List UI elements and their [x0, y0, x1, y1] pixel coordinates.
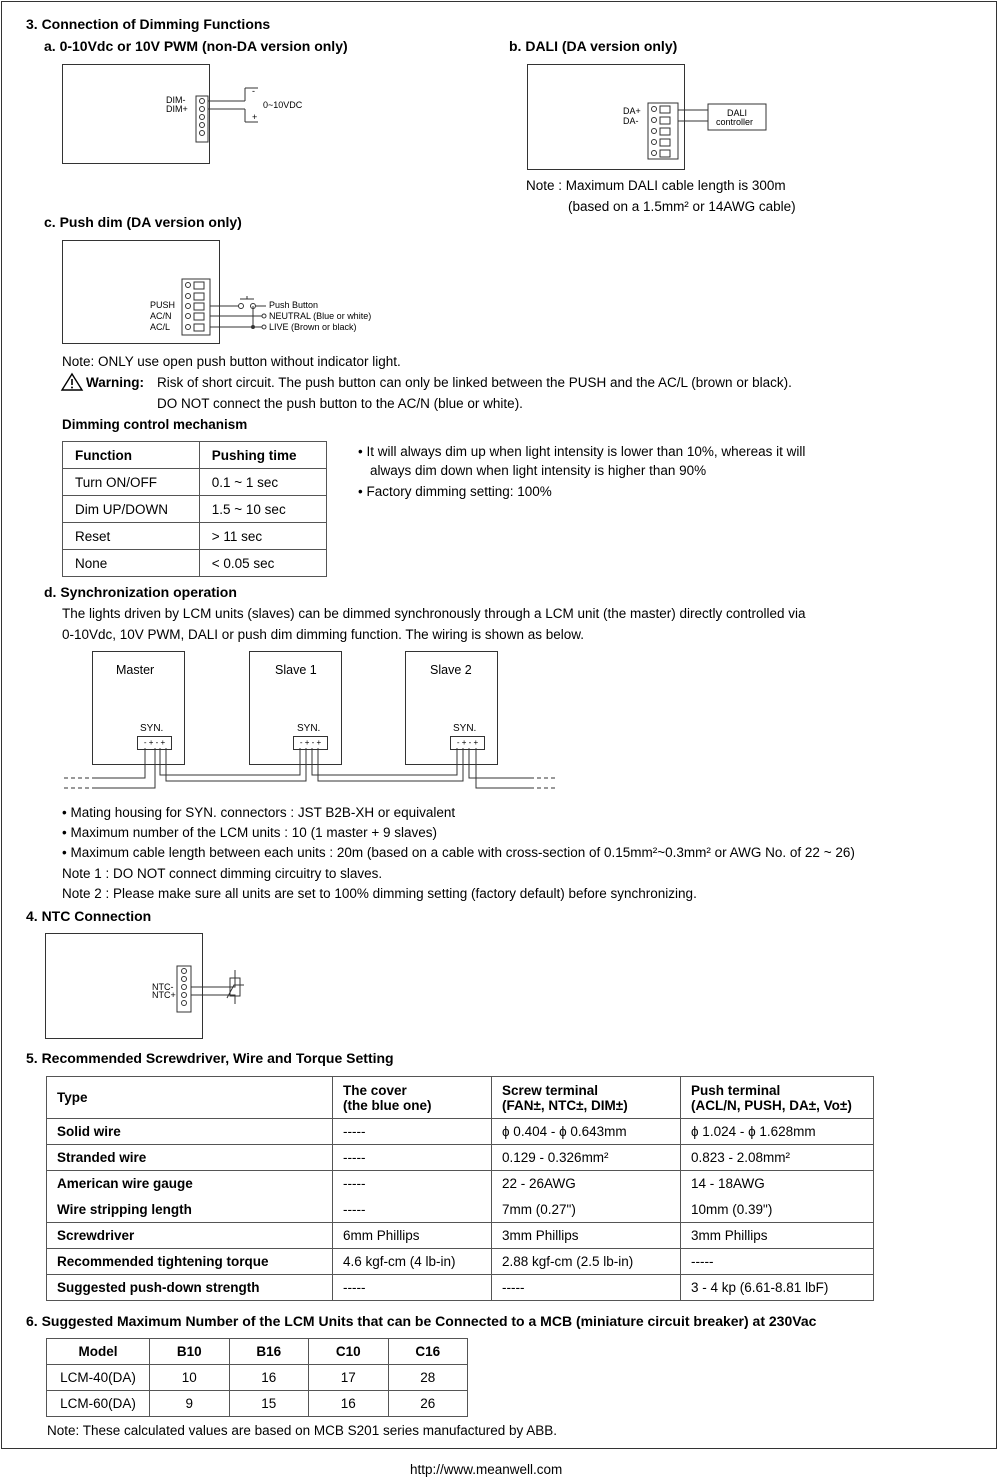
warning-text: Risk of short circuit. The push button can only be linked between the PUSH and the AC/L (brown or black).	[157, 375, 792, 390]
section-6-title: 6. Suggested Maximum Number of the LCM Units that can be Connected to a MCB (miniature circuit breaker) at 230Vac	[26, 1313, 817, 1329]
col-function: Function	[63, 442, 200, 469]
cell: 28	[388, 1365, 468, 1391]
row-header: Recommended tightening torque	[47, 1249, 333, 1275]
warning-text-2: DO NOT connect the push button to the AC/N (blue or white).	[157, 396, 523, 411]
section-3b-title: b. DALI (DA version only)	[509, 38, 678, 54]
syn-label-slave2: SYN.	[453, 723, 477, 734]
cell: -----	[333, 1145, 492, 1171]
cell: 3mm Phillips	[681, 1223, 874, 1249]
voltage-label: 0~10VDC	[263, 100, 303, 110]
dim-minus-label: DIM-	[166, 95, 186, 105]
row-header: Screwdriver	[47, 1223, 333, 1249]
dimming-mechanism-title: Dimming control mechanism	[62, 417, 248, 432]
section-3d-title: d. Synchronization operation	[44, 584, 237, 600]
cell: 0.129 - 0.326mm²	[492, 1145, 681, 1171]
section-5-title: 5. Recommended Screwdriver, Wire and Torque Setting	[26, 1050, 394, 1066]
push-button-label: Push Button	[269, 300, 319, 310]
syn-connector-slave1: - + - +	[293, 736, 328, 750]
cell: < 0.05 sec	[199, 550, 326, 577]
table-row	[47, 1365, 468, 1391]
cell: 22 - 26AWG	[492, 1171, 681, 1197]
row-header: Wire stripping length	[47, 1197, 333, 1223]
table-header-row	[47, 1077, 874, 1119]
cell: 3mm Phillips	[492, 1223, 681, 1249]
cell: 0.823 - 2.08mm²	[681, 1145, 874, 1171]
dimming-bullet-1a: • It will always dim up when light intensity is lower than 10%, whereas it will	[358, 444, 806, 459]
cell: 1.5 ~ 10 sec	[199, 496, 326, 523]
cell: 3 - 4 kp (6.61-8.81 lbF)	[681, 1275, 874, 1301]
cell: 16	[229, 1365, 309, 1391]
col-type: Type	[47, 1077, 333, 1119]
plus-label: +	[252, 112, 258, 122]
cell: 26	[388, 1391, 468, 1417]
cell: -----	[333, 1197, 492, 1223]
live-label: LIVE (Brown or black)	[269, 322, 357, 332]
ntc-minus-label: NTC-	[152, 982, 174, 992]
cell: Turn ON/OFF	[63, 469, 200, 496]
cell: None	[63, 550, 200, 577]
col-c10: C10	[309, 1339, 389, 1365]
cell: 7mm (0.27")	[492, 1197, 681, 1223]
row-header: Suggested push-down strength	[47, 1275, 333, 1301]
sync-note-1: Note 1 : DO NOT connect dimming circuitry to slaves.	[62, 866, 383, 881]
cell: -----	[333, 1171, 492, 1197]
syn-connector-master: - + - +	[137, 736, 172, 750]
warning-label: Warning:	[86, 375, 144, 390]
slave1-label: Slave 1	[275, 663, 317, 677]
cell: -----	[492, 1275, 681, 1301]
cell: > 11 sec	[199, 523, 326, 550]
section-3c-title: c. Push dim (DA version only)	[44, 214, 242, 230]
cell: -----	[333, 1119, 492, 1145]
ntc-plus-label: NTC+	[152, 990, 176, 1000]
cell: 10mm (0.39")	[681, 1197, 874, 1223]
sync-bullet-2: • Maximum number of the LCM units : 10 (1 master + 9 slaves)	[62, 825, 437, 840]
sync-bullet-1: • Mating housing for SYN. connectors : JST B2B-XH or equivalent	[62, 805, 456, 820]
col-c16: C16	[388, 1339, 468, 1365]
dimming-bullet-2: • Factory dimming setting: 100%	[358, 484, 552, 499]
cell: ϕ 1.024 - ϕ 1.628mm	[681, 1119, 874, 1145]
cell: ϕ 0.404 - ϕ 0.643mm	[492, 1119, 681, 1145]
cell: 16	[309, 1391, 389, 1417]
col-push-line2: (ACL/N, PUSH, DA±, Vo±)	[691, 1097, 852, 1113]
row-header: American wire gauge	[47, 1171, 333, 1197]
cell: 9	[150, 1391, 230, 1417]
push-note: Note: ONLY use open push button without indicator light.	[62, 354, 401, 369]
acn-label: AC/N	[150, 311, 172, 321]
table-row	[47, 1391, 468, 1417]
cell: -----	[333, 1275, 492, 1301]
row-header: Stranded wire	[47, 1145, 333, 1171]
table-row	[47, 1171, 874, 1197]
col-model: Model	[47, 1339, 150, 1365]
section-3a-title: a. 0-10Vdc or 10V PWM (non-DA version only)	[44, 38, 348, 54]
slave2-label: Slave 2	[430, 663, 472, 677]
mcb-note: Note: These calculated values are based on MCB S201 series manufactured by ABB.	[47, 1423, 558, 1438]
table-row	[47, 1119, 874, 1145]
da-minus-label: DA-	[623, 116, 639, 126]
cell: LCM-60(DA)	[47, 1391, 150, 1417]
table-header-row	[47, 1339, 468, 1365]
neutral-label: NEUTRAL (Blue or white)	[269, 311, 372, 321]
sync-text-2: 0-10Vdc, 10V PWM, DALI or push dim dimming function. The wiring is shown as below.	[62, 627, 584, 642]
col-pushing-time: Pushing time	[199, 442, 326, 469]
table-row	[47, 1197, 874, 1223]
section-3-title: 3. Connection of Dimming Functions	[26, 16, 271, 32]
sync-text-1: The lights driven by LCM units (slaves) can be dimmed synchronously through a LCM unit (the master) directly controlled via	[62, 606, 806, 621]
master-label: Master	[116, 663, 155, 677]
col-push-line1: Push terminal	[691, 1082, 781, 1098]
dali-note-line1: Note : Maximum DALI cable length is 300m	[526, 178, 786, 193]
table-row	[47, 1145, 874, 1171]
dimming-bullet-1b: always dim down when light intensity is higher than 90%	[370, 463, 707, 478]
cell: 6mm Phillips	[333, 1223, 492, 1249]
cell: 4.6 kgf-cm (4 lb-in)	[333, 1249, 492, 1275]
cell: Dim UP/DOWN	[63, 496, 200, 523]
table-row	[47, 1249, 874, 1275]
row-header: Solid wire	[47, 1119, 333, 1145]
table-row	[47, 1275, 874, 1301]
dali-note-line2: (based on a 1.5mm² or 14AWG cable)	[568, 199, 796, 214]
push-label: PUSH	[150, 300, 176, 310]
col-cover-line2: (the blue one)	[343, 1097, 432, 1113]
controller-label: controller	[716, 117, 754, 127]
col-b10: B10	[150, 1339, 230, 1365]
cell: 0.1 ~ 1 sec	[199, 469, 326, 496]
cell: 17	[309, 1365, 389, 1391]
col-screw-line2: (FAN±, NTC±, DIM±)	[502, 1097, 628, 1113]
acl-label: AC/L	[150, 322, 171, 332]
cell: Reset	[63, 523, 200, 550]
dim-plus-label: DIM+	[166, 104, 188, 114]
col-screw-line1: Screw terminal	[502, 1082, 599, 1098]
syn-connector-slave2: - + - +	[450, 736, 485, 750]
cell: 2.88 kgf-cm (2.5 lb-in)	[492, 1249, 681, 1275]
screwdriver-table	[46, 1076, 874, 1301]
col-cover-line1: The cover	[343, 1082, 407, 1098]
cell: LCM-40(DA)	[47, 1365, 150, 1391]
section-4-title: 4. NTC Connection	[26, 908, 152, 924]
mcb-table	[46, 1338, 468, 1417]
cell: 14 - 18AWG	[681, 1171, 874, 1197]
sync-bullet-3: • Maximum cable length between each units : 20m (based on a cable with cross-section of 0.15mm²~0.3mm² or AWG No. of 22 ~ 26)	[62, 845, 855, 860]
minus-label: -	[252, 86, 255, 96]
table-row	[47, 1223, 874, 1249]
cell: -----	[681, 1249, 874, 1275]
cell: 10	[150, 1365, 230, 1391]
sync-note-2: Note 2 : Please make sure all units are set to 100% dimming setting (factory default) before synchronizing.	[62, 886, 697, 901]
syn-label-slave1: SYN.	[297, 723, 321, 734]
col-b16: B16	[229, 1339, 309, 1365]
syn-label-master: SYN.	[140, 723, 164, 734]
cell: 15	[229, 1391, 309, 1417]
dali-label: DALI	[727, 108, 748, 118]
da-plus-label: DA+	[623, 106, 641, 116]
footer-url[interactable]: http://www.meanwell.com	[410, 1462, 563, 1477]
